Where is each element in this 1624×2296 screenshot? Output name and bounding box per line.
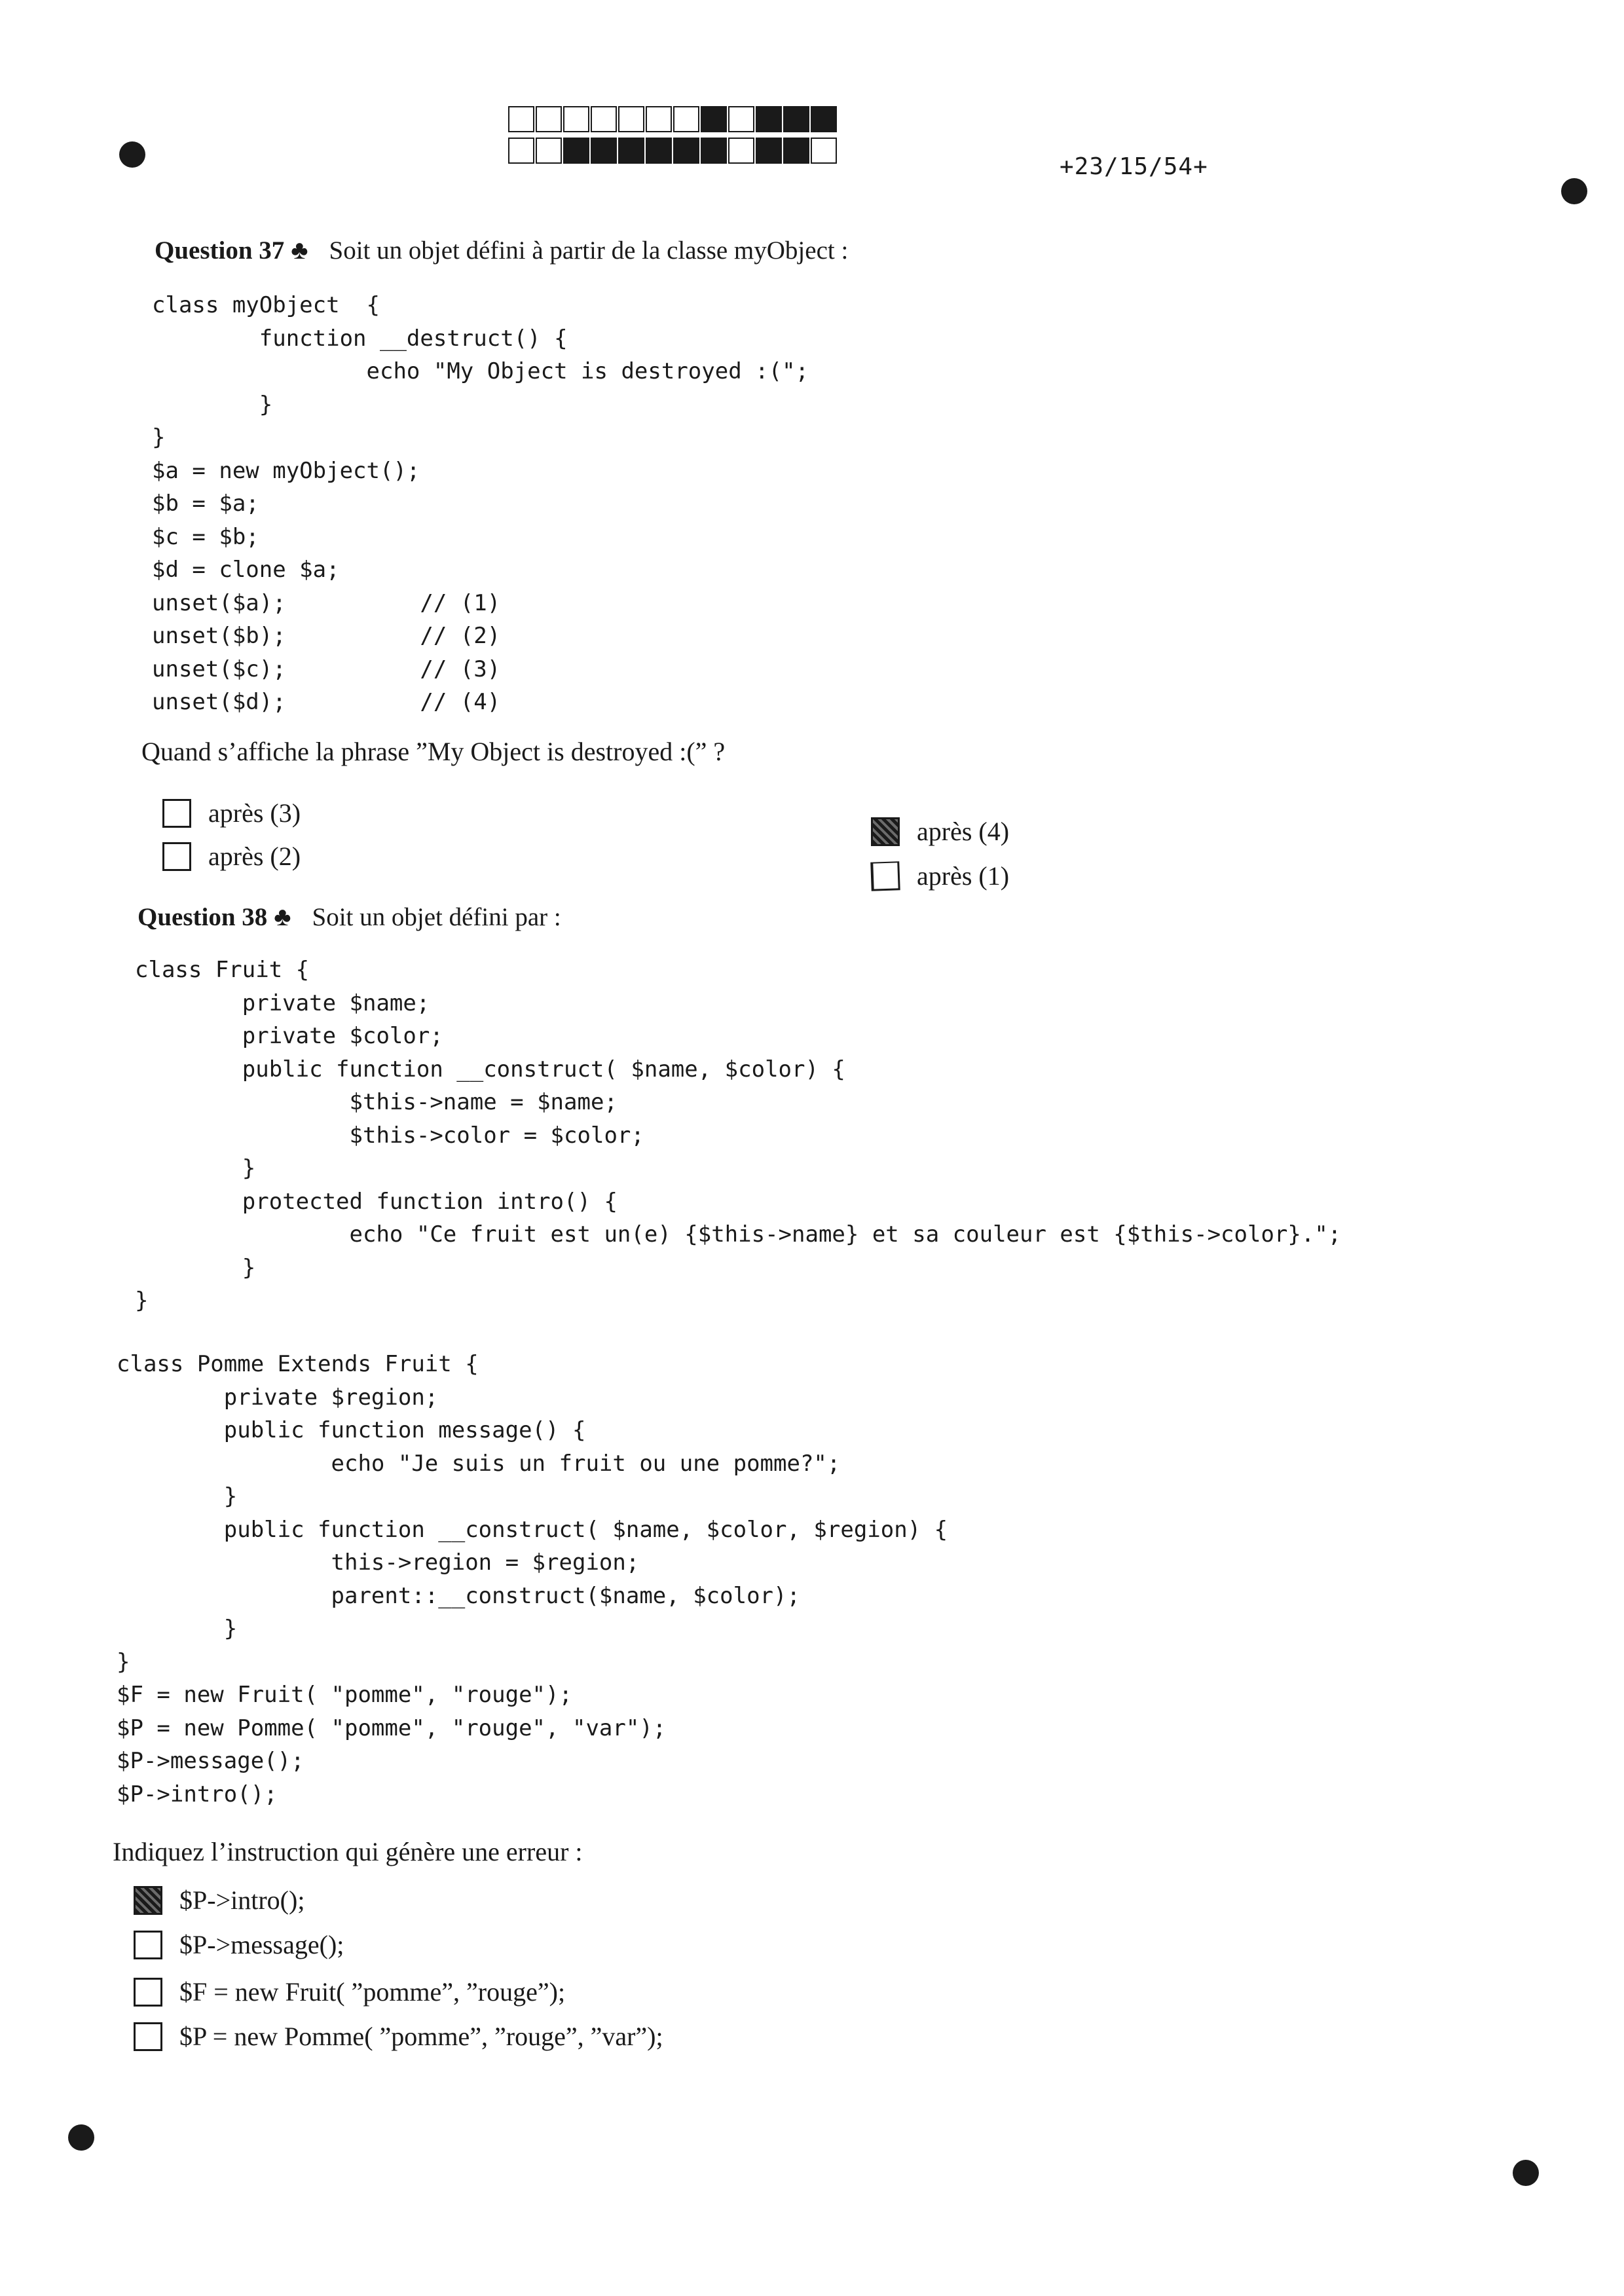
barcode-cell-empty	[811, 138, 837, 164]
question-37-heading	[155, 234, 848, 265]
class-pomme-code: class Pomme Extends Fruit { private $region; public function message() { echo "Je suis un fruit ou une pomme?"; } public function __construct( $name, $color, $region) { this->region = $region; parent::__construct($name, $color); } } $F = new Fruit( "pomme", "rouge"); $P = new Pomme( "pomme", "rouge", "var"); $P->message(); $P->intro();	[117, 1351, 948, 1807]
q38-option-new-pomme[interactable]	[134, 2021, 663, 2052]
club-icon: ♣	[274, 902, 291, 931]
barcode-cell-filled	[673, 138, 699, 164]
question-37-prompt: Quand s’affiche la phrase ”My Object is destroyed :(” ?	[141, 737, 726, 766]
barcode-cell-empty	[646, 106, 672, 132]
registration-mark-top-left	[119, 141, 145, 168]
option-label: après (3)	[208, 798, 301, 828]
question-38-text: Soit un objet défini par :	[312, 903, 561, 931]
option-label: après (4)	[917, 817, 1010, 846]
barcode-cell-filled	[701, 138, 727, 164]
q38-option-new-fruit[interactable]	[134, 1976, 565, 2007]
barcode-cell-empty	[563, 106, 589, 132]
class-fruit-code: class Fruit { private $name; private $color; public function __construct( $name, $color) { $this->name = $name; $this->color = $color; } protected function intro() { echo "Ce fruit est un(e) {$this->name} et sa couleur est {$this->color}."; } }	[135, 957, 1342, 1314]
barcode-cell-empty	[508, 106, 534, 132]
option-label: $P->intro();	[179, 1885, 305, 1915]
checkbox[interactable]	[134, 1931, 162, 1959]
page-code: +23/15/54+	[1060, 153, 1208, 180]
checkbox[interactable]	[162, 842, 191, 871]
registration-mark-bottom-right	[1513, 2160, 1539, 2186]
q37-option-apres-2[interactable]	[162, 841, 301, 872]
question-37-text: Soit un objet défini à partir de la classe myObject :	[329, 236, 849, 265]
barcode-cell-filled	[756, 138, 782, 164]
registration-mark-bottom-left	[68, 2124, 94, 2151]
question-38-heading	[138, 901, 561, 932]
option-label: après (2)	[208, 842, 301, 871]
q37-option-apres-3[interactable]	[162, 798, 301, 828]
barcode-cell-filled	[646, 138, 672, 164]
barcode-cell-empty	[508, 138, 534, 164]
barcode-row-top	[508, 106, 838, 132]
barcode-cell-empty	[673, 106, 699, 132]
barcode-row-bottom	[508, 138, 838, 164]
barcode-cell-filled	[783, 138, 809, 164]
club-icon: ♣	[291, 235, 308, 265]
barcode-cell-filled	[701, 106, 727, 132]
checkbox[interactable]	[870, 861, 900, 891]
question-37-code: class myObject { function __destruct() { echo "My Object is destroyed :("; } } $a = new myObject(); $b = $a; $c = $b; $d = clone $a; unset($a); // (1) unset($b); // (2) unset($c); // (3) unset($d); // (4)	[152, 292, 809, 715]
barcode-cell-filled	[563, 138, 589, 164]
barcode-cell-filled	[756, 106, 782, 132]
checkbox[interactable]	[162, 799, 191, 828]
checkbox-checked[interactable]	[871, 817, 900, 846]
barcode-cell-empty	[536, 138, 562, 164]
barcode-cell-empty	[536, 106, 562, 132]
checkbox[interactable]	[134, 1978, 162, 2007]
q37-option-apres-4[interactable]	[871, 816, 1009, 847]
registration-mark-top-right	[1561, 178, 1587, 204]
barcode-cell-empty	[591, 106, 617, 132]
barcode-cell-filled	[618, 138, 644, 164]
q37-option-apres-1[interactable]	[871, 861, 1009, 891]
question-38-prompt: Indiquez l’instruction qui génère une erreur :	[113, 1837, 583, 1866]
option-label: $P = new Pomme( ”pomme”, ”rouge”, ”var”);	[179, 2022, 663, 2051]
option-label: après (1)	[917, 861, 1010, 891]
barcode-cell-empty	[728, 106, 754, 132]
q38-option-intro[interactable]	[134, 1885, 304, 1916]
barcode-cell-filled	[591, 138, 617, 164]
option-label: $P->message();	[179, 1930, 344, 1959]
barcode-cell-filled	[811, 106, 837, 132]
barcode-cell-empty	[728, 138, 754, 164]
barcode-cell-empty	[618, 106, 644, 132]
barcode-cell-filled	[783, 106, 809, 132]
question-38-label: Question 38	[138, 903, 268, 931]
q38-option-message[interactable]	[134, 1929, 344, 1960]
option-label: $F = new Fruit( ”pomme”, ”rouge”);	[179, 1977, 566, 2007]
question-37-label: Question 37	[155, 236, 285, 265]
checkbox[interactable]	[134, 2022, 162, 2051]
checkbox-checked[interactable]	[134, 1886, 162, 1915]
